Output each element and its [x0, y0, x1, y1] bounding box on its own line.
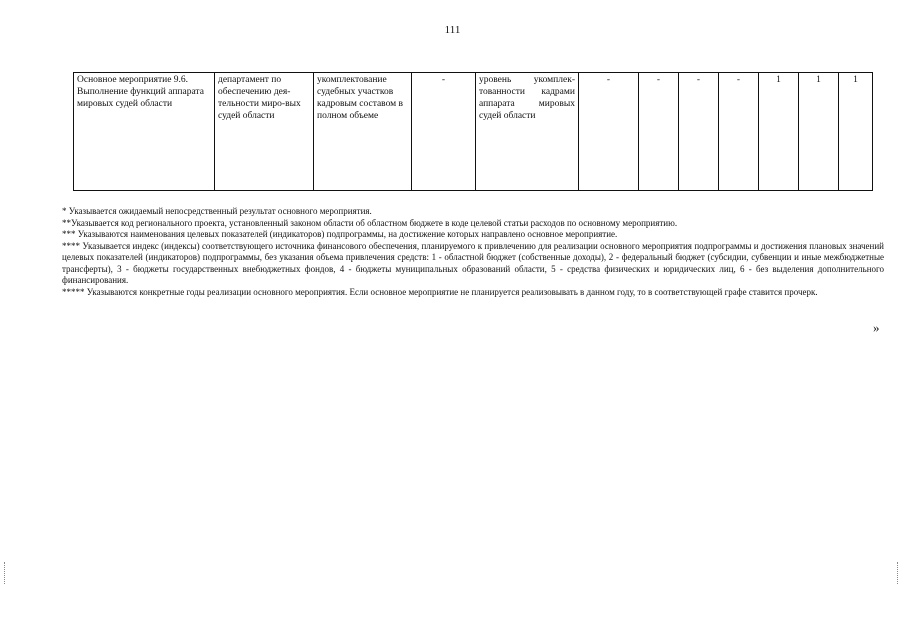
program-table: [73, 72, 873, 191]
footnote: **** Указывается индекс (индексы) соответствующего источника финансового обеспечения, планируемого к привлечению для реализации основного мероприятия подпрограммы и достижения плановых значений целевых показателей (индикаторов) подпрограммы, без указания объема привлечения средств: 1 - областной бюджет (собственные доходы), 2 - федеральный бюджет (субсидии, субвенции и иные межбюджетные трансферты), 3 - бюджеты государственных внебюджетных фондов, 4 - бюджеты муниципальных образований области, 5 - средства физических и юридических лиц, 6 - без выделения дополнительного финансирования.: [62, 240, 884, 285]
financing-cell-1: -: [579, 73, 639, 191]
year-cell-1: -: [679, 73, 719, 191]
table-row: [74, 73, 873, 191]
year-cell-4: 1: [799, 73, 839, 191]
result-cell: укомплектование судебных участков кадровым составом в полном объеме: [314, 73, 412, 191]
event-cell: Основное мероприятие 9.6. Выполнение функций аппарата мировых судей области: [74, 73, 215, 191]
footnote: **Указывается код регионального проекта, установленный законом области об областном бюджете в коде целевой статьи расходов по основному мероприятию.: [62, 217, 678, 228]
year-cell-5: 1: [839, 73, 873, 191]
project-code-cell: -: [412, 73, 476, 191]
page-number: 111: [444, 24, 461, 36]
indicator-cell: уровень укомплек-тованности кадрами аппарата мировых судей области: [476, 73, 579, 191]
scan-edge-mark: [897, 562, 900, 584]
closing-quote: »: [873, 320, 880, 335]
financing-cell-2: -: [639, 73, 679, 191]
footnote: *** Указываются наименования целевых показателей (индикаторов) подпрограммы, на достижение которых направлено основное мероприятие.: [62, 229, 618, 239]
scan-edge-mark: [4, 562, 7, 584]
executor-cell: департамент по обеспечению дея-тельности миро-вых судей области: [215, 73, 314, 191]
year-cell-3: 1: [759, 73, 799, 191]
year-cell-2: -: [719, 73, 759, 191]
footnote: ***** Указываются конкретные годы реализации основного мероприятия. Если основное мероприятие не планируется реализовывать в данном году, то в соответствующей графе ставится прочерк.: [62, 286, 818, 297]
footnotes: [62, 206, 884, 298]
footnote: * Указывается ожидаемый непосредственный результат основного мероприятия.: [62, 206, 372, 216]
